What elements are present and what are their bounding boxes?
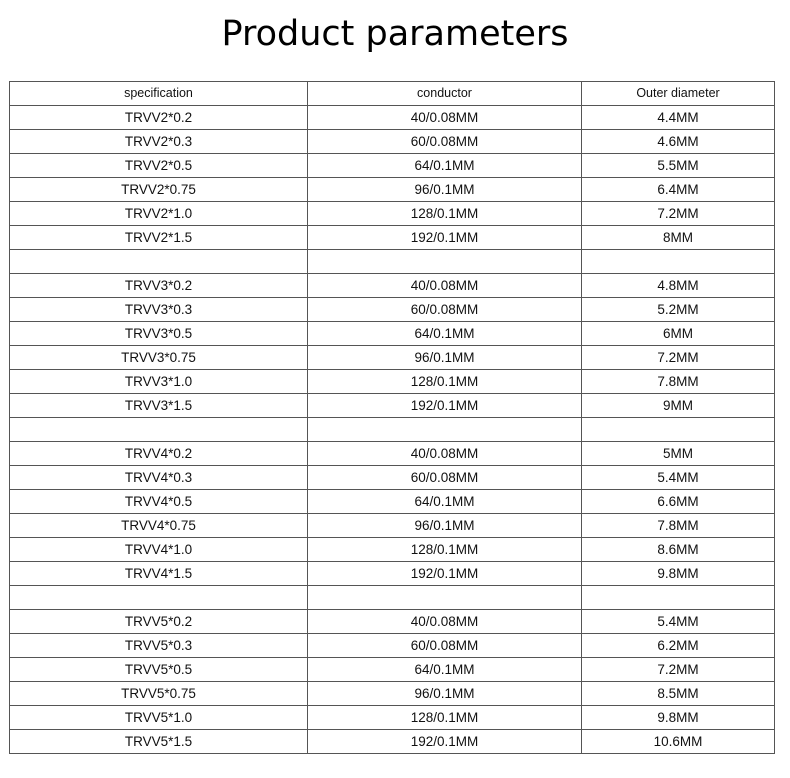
cell-outer-diameter: 5.4MM [582, 610, 775, 634]
table-row [10, 610, 775, 634]
cell-outer-diameter: 6MM [582, 322, 775, 346]
header-conductor: conductor [308, 82, 582, 106]
cell-conductor: 192/0.1MM [308, 226, 582, 250]
cell-specification: TRVV4*0.3 [10, 466, 308, 490]
cell-conductor: 128/0.1MM [308, 538, 582, 562]
table-row [10, 274, 775, 298]
table-row [10, 586, 775, 610]
cell-outer-diameter: 6.6MM [582, 490, 775, 514]
cell-outer-diameter: 5.2MM [582, 298, 775, 322]
cell-outer-diameter: 4.8MM [582, 274, 775, 298]
cell-outer-diameter: 7.8MM [582, 514, 775, 538]
table-row [10, 418, 775, 442]
cell-outer-diameter: 7.2MM [582, 346, 775, 370]
cell-specification: TRVV4*0.75 [10, 514, 308, 538]
cell-conductor: 96/0.1MM [308, 682, 582, 706]
table-row [10, 682, 775, 706]
cell-outer-diameter: 9MM [582, 394, 775, 418]
table-row [10, 466, 775, 490]
cell-conductor: 128/0.1MM [308, 202, 582, 226]
cell-conductor: 60/0.08MM [308, 634, 582, 658]
cell-specification: TRVV4*1.0 [10, 538, 308, 562]
cell-conductor: 96/0.1MM [308, 346, 582, 370]
table-row [10, 346, 775, 370]
table-row [10, 394, 775, 418]
cell-conductor: 128/0.1MM [308, 706, 582, 730]
header-outer-diameter: Outer diameter [582, 82, 775, 106]
cell-conductor: 60/0.08MM [308, 466, 582, 490]
cell-conductor [308, 250, 582, 274]
cell-outer-diameter: 4.6MM [582, 130, 775, 154]
cell-outer-diameter: 4.4MM [582, 106, 775, 130]
cell-specification: TRVV5*0.2 [10, 610, 308, 634]
header-specification: specification [10, 82, 308, 106]
table-row [10, 730, 775, 754]
table-row [10, 106, 775, 130]
cell-outer-diameter: 9.8MM [582, 562, 775, 586]
cell-conductor: 96/0.1MM [308, 178, 582, 202]
cell-conductor: 64/0.1MM [308, 490, 582, 514]
parameters-table [9, 81, 775, 754]
table-row [10, 634, 775, 658]
cell-specification: TRVV3*0.2 [10, 274, 308, 298]
cell-outer-diameter: 6.2MM [582, 634, 775, 658]
cell-specification [10, 586, 308, 610]
cell-conductor [308, 418, 582, 442]
cell-outer-diameter: 6.4MM [582, 178, 775, 202]
table-row [10, 490, 775, 514]
cell-specification: TRVV3*1.5 [10, 394, 308, 418]
cell-outer-diameter: 5MM [582, 442, 775, 466]
table-row [10, 202, 775, 226]
cell-conductor: 40/0.08MM [308, 610, 582, 634]
cell-conductor: 40/0.08MM [308, 274, 582, 298]
cell-specification: TRVV3*0.75 [10, 346, 308, 370]
table-row [10, 538, 775, 562]
cell-specification: TRVV2*1.5 [10, 226, 308, 250]
table-row [10, 226, 775, 250]
cell-outer-diameter: 9.8MM [582, 706, 775, 730]
cell-outer-diameter [582, 418, 775, 442]
cell-outer-diameter: 7.8MM [582, 370, 775, 394]
cell-specification: TRVV2*0.3 [10, 130, 308, 154]
cell-conductor: 192/0.1MM [308, 562, 582, 586]
cell-conductor: 192/0.1MM [308, 394, 582, 418]
cell-specification: TRVV5*1.5 [10, 730, 308, 754]
page-title: Product parameters [221, 14, 569, 54]
cell-conductor: 64/0.1MM [308, 658, 582, 682]
table-row [10, 706, 775, 730]
cell-conductor: 96/0.1MM [308, 514, 582, 538]
cell-conductor: 128/0.1MM [308, 370, 582, 394]
cell-specification: TRVV4*1.5 [10, 562, 308, 586]
cell-outer-diameter: 7.2MM [582, 202, 775, 226]
cell-outer-diameter: 5.5MM [582, 154, 775, 178]
cell-specification: TRVV4*0.5 [10, 490, 308, 514]
cell-specification: TRVV2*1.0 [10, 202, 308, 226]
table-row [10, 298, 775, 322]
table-header-row [10, 82, 775, 106]
cell-specification [10, 418, 308, 442]
cell-specification: TRVV4*0.2 [10, 442, 308, 466]
cell-conductor [308, 586, 582, 610]
cell-outer-diameter: 7.2MM [582, 658, 775, 682]
cell-specification: TRVV5*0.5 [10, 658, 308, 682]
table-body [10, 106, 775, 754]
cell-conductor: 60/0.08MM [308, 130, 582, 154]
table-row [10, 370, 775, 394]
cell-outer-diameter: 8.6MM [582, 538, 775, 562]
cell-specification: TRVV3*0.3 [10, 298, 308, 322]
cell-conductor: 64/0.1MM [308, 154, 582, 178]
cell-specification: TRVV2*0.75 [10, 178, 308, 202]
cell-conductor: 192/0.1MM [308, 730, 582, 754]
cell-conductor: 40/0.08MM [308, 442, 582, 466]
cell-conductor: 40/0.08MM [308, 106, 582, 130]
table-row [10, 154, 775, 178]
cell-outer-diameter: 8MM [582, 226, 775, 250]
cell-conductor: 60/0.08MM [308, 298, 582, 322]
table-row [10, 322, 775, 346]
table-row [10, 442, 775, 466]
table-row [10, 658, 775, 682]
table-row [10, 250, 775, 274]
table-row [10, 178, 775, 202]
cell-conductor: 64/0.1MM [308, 322, 582, 346]
table-row [10, 514, 775, 538]
cell-specification: TRVV5*0.75 [10, 682, 308, 706]
cell-outer-diameter: 8.5MM [582, 682, 775, 706]
cell-outer-diameter: 5.4MM [582, 466, 775, 490]
cell-specification: TRVV2*0.2 [10, 106, 308, 130]
cell-specification: TRVV5*1.0 [10, 706, 308, 730]
cell-outer-diameter [582, 250, 775, 274]
table-row [10, 130, 775, 154]
cell-specification: TRVV3*1.0 [10, 370, 308, 394]
table-row [10, 562, 775, 586]
cell-specification: TRVV3*0.5 [10, 322, 308, 346]
cell-outer-diameter: 10.6MM [582, 730, 775, 754]
cell-outer-diameter [582, 586, 775, 610]
cell-specification: TRVV5*0.3 [10, 634, 308, 658]
cell-specification: TRVV2*0.5 [10, 154, 308, 178]
cell-specification [10, 250, 308, 274]
